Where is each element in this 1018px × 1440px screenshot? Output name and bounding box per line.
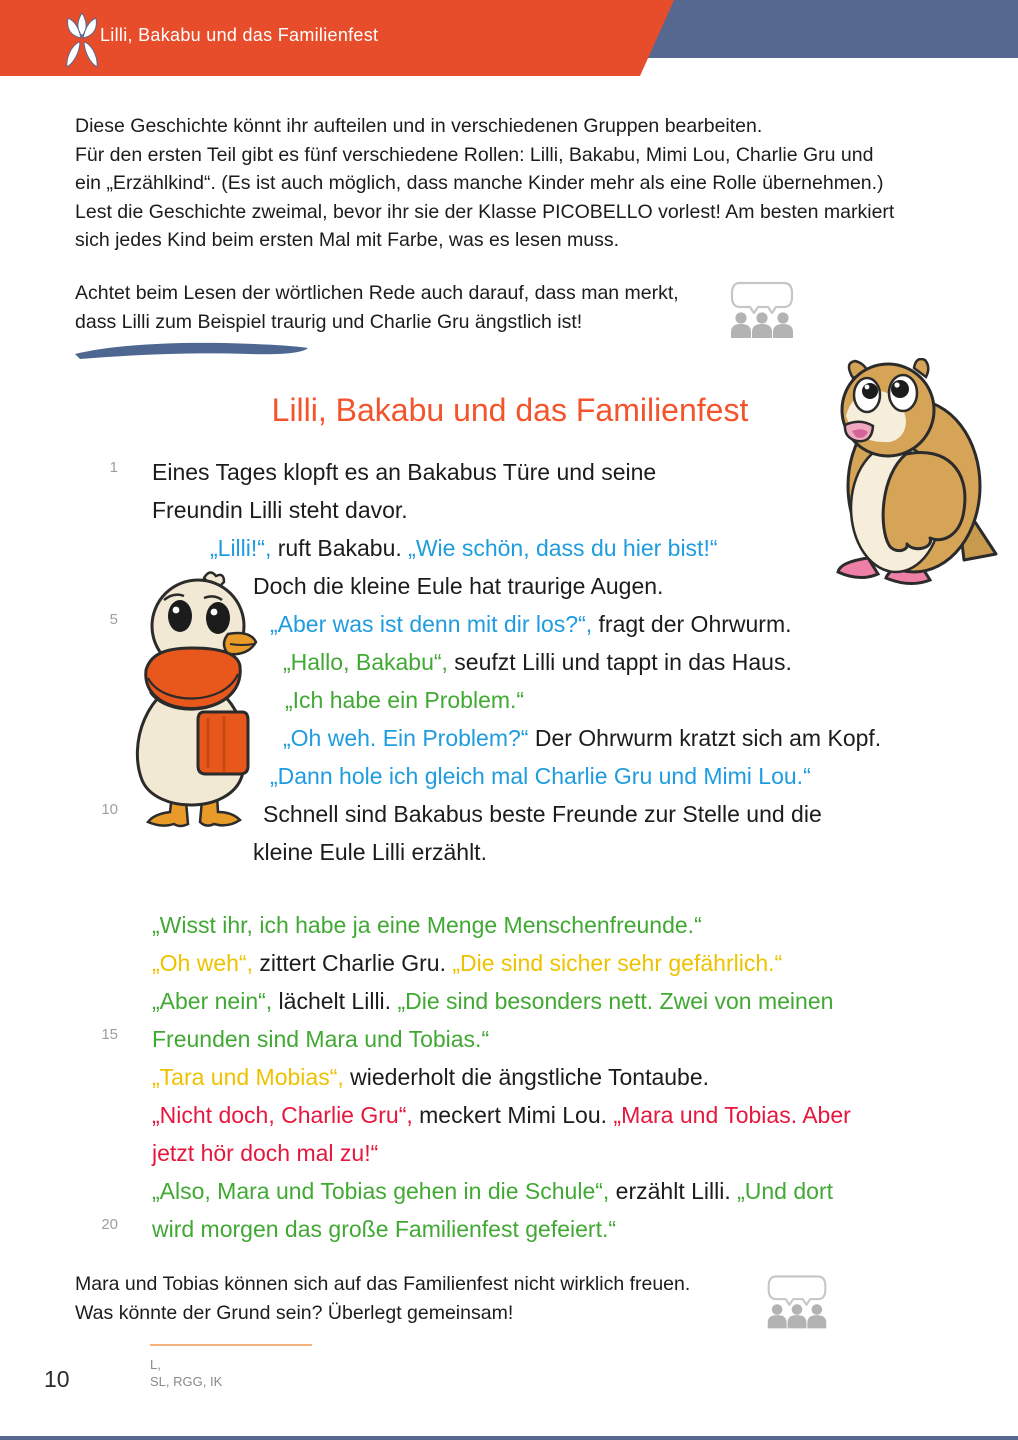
story-line [253,833,487,871]
dialogue-text: Freunden sind Mara und Tobias.“ [152,1026,490,1052]
story-line [152,1210,616,1248]
group-discussion-icon [726,280,798,338]
dialogue-text: „Also, Mara und Tobias gehen in die Schule“, [152,1178,610,1204]
group-discussion-icon [763,1272,831,1330]
dialogue-text: „Wisst ihr, ich habe ja eine Menge Menschenfreunde.“ [152,912,702,938]
dialogue-text: „Tara und Mobias“, [152,1064,344,1090]
outro-line: Mara und Tobias können sich auf das Familienfest nicht wirklich freuen. [75,1273,691,1295]
story-title: Lilli, Bakabu und das Familienfest [271,392,749,428]
page-number: 10 [44,1366,70,1392]
dialogue-text: „Ich habe ein Problem.“ [285,687,525,713]
intro-paragraph [75,112,894,255]
header-accent-band [615,0,1018,58]
narration-text: kleine Eule Lilli erzählt. [253,839,487,865]
story-line [152,1020,489,1058]
narration-text: zittert Charlie Gru. [252,950,453,976]
story-line [270,757,811,795]
story-line [253,567,663,605]
story-line [263,795,822,833]
narration-text: ruft Bakabu. [271,535,409,561]
narration-text: Freundin Lilli steht davor. [152,497,408,523]
note-line: dass Lilli zum Beispiel traurig und Charlie Gru ängstlich ist! [75,310,583,333]
footer-codes-line: L, [150,1357,161,1372]
footer-codes [150,1356,222,1390]
line-number: 5 [109,611,118,628]
footer-codes-line: SL, RGG, IK [150,1374,223,1389]
line-number: 15 [101,1026,118,1043]
intro-line: Für den ersten Teil gibt es fünf verschiedene Rollen: Lilli, Bakabu, Mimi Lou, Charlie Gru und [75,143,874,166]
story-line [152,944,782,982]
narration-text: wiederholt die ängstliche Tontaube. [343,1064,710,1090]
line-number: 1 [109,459,118,476]
owl-character-illustration [808,358,1010,590]
narration-text: lächelt Lilli. [272,988,398,1014]
tulip-logo-icon [58,9,106,69]
outro-paragraph [75,1270,690,1327]
story-line [270,605,792,643]
bottom-accent-strip [0,1436,1018,1440]
story-line [152,1134,378,1172]
dialogue-text: „Die sind sicher sehr gefährlich.“ [452,950,783,976]
narration-text: Der Ohrwurm kratzt sich am Kopf. [528,725,882,751]
dialogue-text: „Oh weh“, [152,950,253,976]
story-line [152,982,833,1020]
dialogue-text: „Wie schön, dass du hier bist!“ [408,535,718,561]
story-line [152,1172,833,1210]
footer-rule [150,1344,312,1346]
story-line [152,1058,709,1096]
dialogue-text: „Aber nein“, [152,988,273,1014]
narration-text: Doch die kleine Eule hat traurige Augen. [253,573,664,599]
intro-line: ein „Erzählkind“. (Es ist auch möglich, dass manche Kinder mehr als eine Rolle übernehmen.) [75,172,884,194]
story-line [283,643,792,681]
intro-line: Diese Geschichte könnt ihr aufteilen und in verschiedenen Gruppen bearbeiten. [75,115,763,137]
story-line [152,453,656,491]
outro-line: Was könnte der Grund sein? Überlegt gemeinsam! [75,1301,514,1324]
dialogue-text: „Und dort [737,1178,833,1204]
narration-text: fragt der Ohrwurm. [592,611,792,637]
line-number: 10 [101,801,118,818]
dialogue-text: „Mara und Tobias. Aber [613,1102,851,1128]
dialogue-text: „Nicht doch, Charlie Gru“, [152,1102,413,1128]
dialogue-text: „Oh weh. Ein Problem?“ [283,725,529,751]
narration-text: Eines Tages klopft es an Bakabus Türe und seine [152,459,657,485]
dialogue-text: „Hallo, Bakabu“, [283,649,448,675]
dialogue-text: „Die sind besonders nett. Zwei von meinen [397,988,834,1014]
note-line: Achtet beim Lesen der wörtlichen Rede auch darauf, dass man merkt, [75,282,679,304]
story-line [152,491,408,529]
narration-text: seufzt Lilli und tappt in das Haus. [447,649,792,675]
dialogue-text: „Lilli!“, [210,535,272,561]
dialogue-text: wird morgen das große Familienfest gefeiert.“ [152,1216,617,1242]
story-line [283,719,881,757]
dialogue-text: „Aber was ist denn mit dir los?“, [270,611,593,637]
dialogue-text: „Dann hole ich gleich mal Charlie Gru und Mimi Lou.“ [270,763,811,789]
narration-text: erzählt Lilli. [609,1178,738,1204]
note-paragraph [75,279,679,336]
story-line [152,1096,851,1134]
story-line [152,906,702,944]
intro-line: Lest die Geschichte zweimal, bevor ihr sie der Klasse PICOBELLO vorlest! Am besten markiert [75,200,895,223]
narration-text: meckert Mimi Lou. [412,1102,614,1128]
dialogue-text: jetzt hör doch mal zu!“ [152,1140,379,1166]
blue-marker-swoosh [72,338,312,362]
narration-text: Schnell sind Bakabus beste Freunde zur Stelle und die [263,801,822,827]
line-number: 20 [101,1216,118,1233]
header-title: Lilli, Bakabu und das Familienfest [100,25,379,45]
story-line [210,529,718,567]
lilli-character-illustration [112,566,270,836]
story-line [285,681,524,719]
intro-line: sich jedes Kind beim ersten Mal mit Farbe, was es lesen muss. [75,229,620,251]
